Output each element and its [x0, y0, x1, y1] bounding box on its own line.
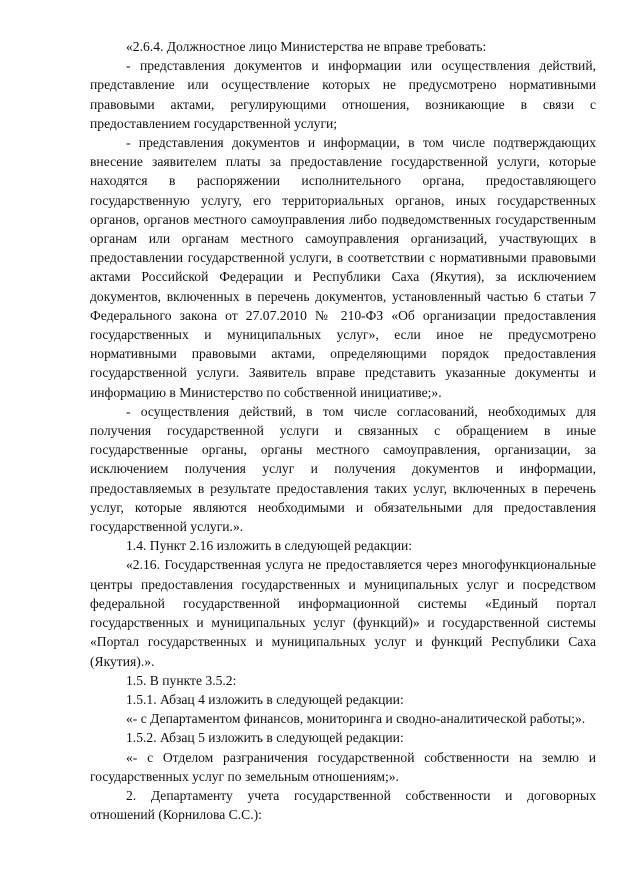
paragraph-item-actions: - осуществления действий, в том числе согласований, необходимых для получения государственной услуги и связанных с обращением в иные государственные органы, органы местного самоуправления, организации, за исключением получения услуг и получения документов и информации, предоставляемых в результате предоставления таких услуг, включенных в перечень услуг, которые являются необходимыми и обязательными для предоставления государственной услуги.».: [90, 403, 596, 535]
paragraph-1-5-2: 1.5.2. Абзац 5 изложить в следующей редакции:: [126, 730, 404, 746]
paragraph-1-5-2-text: «- с Отделом разграничения государственной собственности на землю и государственных услуг по земельным отношениям;».: [90, 749, 596, 784]
paragraph-1-4: 1.4. Пункт 2.16 изложить в следующей редакции:: [126, 538, 413, 554]
paragraph-item-fee-documents: - представления документов и информации, в том числе подтверждающих внесение заявителем платы за предоставление государственной услуги, которые находятся в распоряжении исполнительного органа, предоставляющего государственную услугу, его территориальных органов, иных государственных органов, органов местного самоуправления либо подведомственных государственным органам или органам местного самоуправления организаций, участвующих в предоставлении государственной услуги, в соответствии с нормативными правовыми актами Российской Федерации и Республики Саха (Якутия), за исключением документов, включенных в перечень документов, установленный частью 6 статьи 7 Федерального закона от 27.07.2010 № 210-ФЗ «Об организации предоставления государственных и муниципальных услуг», если иное не предусмотрено нормативными правовыми актами, определяющими порядок предоставления государственной услуги. Заявитель вправе представить указанные документы и информацию в Министерство по собственной инициативе;».: [90, 135, 596, 400]
document-body: [90, 37, 596, 824]
paragraph-1-5-1-text: «- с Департаментом финансов, мониторинга и сводно-аналитической работы;».: [126, 711, 586, 727]
paragraph-2-6-4-heading: «2.6.4. Должностное лицо Министерства не вправе требовать:: [126, 39, 487, 54]
paragraph-item-documents: - представления документов и информации или осуществления действий, представление или осуществление которых не предусмотрено нормативными правовыми актами, регулирующими отношения, возникающие в связи с предоставлением государственной услуги;: [90, 58, 596, 131]
paragraph-2-16: «2.16. Государственная услуга не предоставляется через многофункциональные центры предоставления государственных и муниципальных услуг и посредством федеральной государственной информационной системы «Единый портал государственных и муниципальных услуг (функций)» и государственной системы «Портал государственных и муниципальных услуг и функций Республики Саха (Якутия).».: [90, 557, 596, 669]
paragraph-2: 2. Департаменту учета государственной собственности и договорных отношений (Корнилова С.С.):: [90, 787, 596, 823]
paragraph-1-5: 1.5. В пункте 3.5.2:: [126, 672, 237, 688]
paragraph-1-5-1: 1.5.1. Абзац 4 изложить в следующей редакции:: [126, 691, 404, 707]
